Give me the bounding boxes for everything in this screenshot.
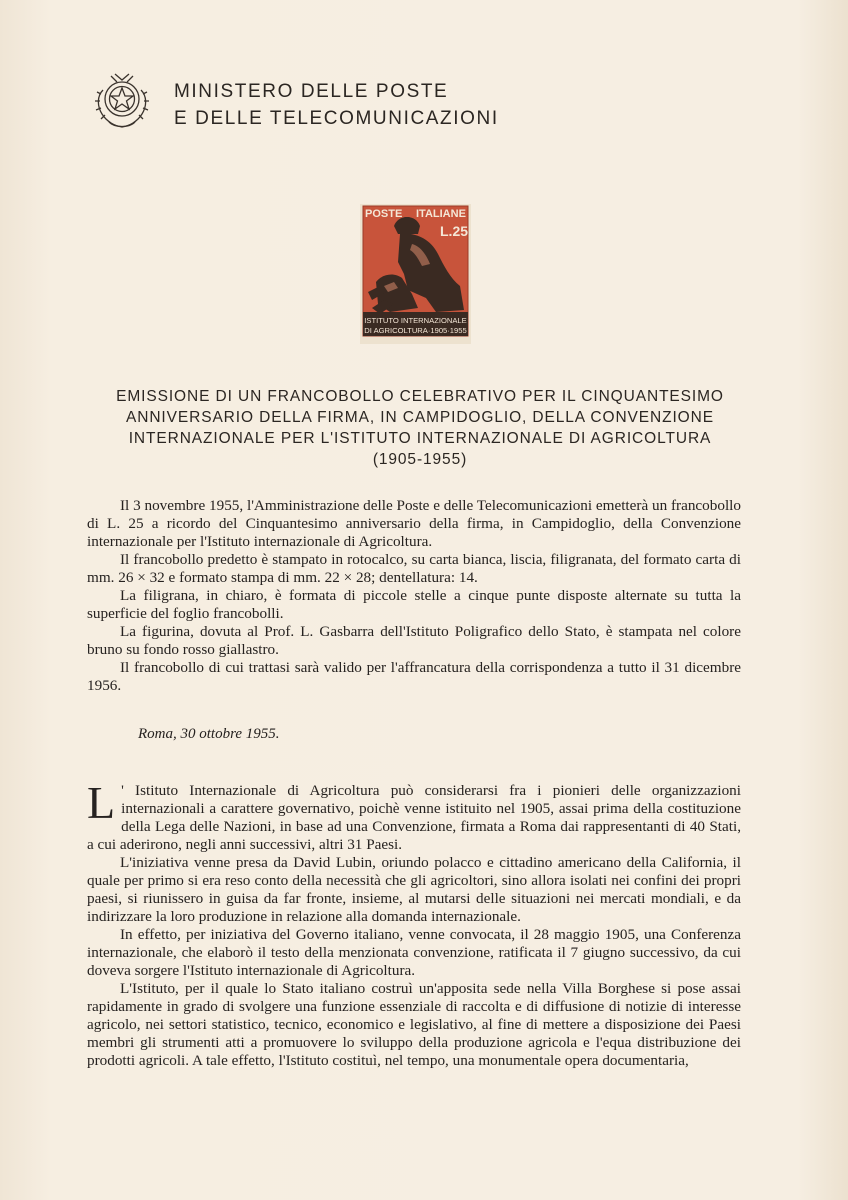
announcement-section <box>87 497 741 695</box>
title-years: (1905-1955) <box>372 451 468 468</box>
history-first-text: ' Istituto Internazionale di Agricoltura può considerarsi fra i pionieri delle organizzazioni internazionali a carattere governativo, poichè venne istituito nel 1905, assai prima della costituzione della Lega delle Nazioni, in base ad una Convenzione, firmata a Roma dai rappresentanti di 40 Stati, a cui aderirono, negli anni successivi, altri 31 Paesi. <box>87 782 741 853</box>
stamp-label-poste: POSTE <box>365 208 403 220</box>
announcement-paragraph: Il 3 novembre 1955, l'Amministrazione delle Poste e delle Telecomunicazioni emetterà un francobollo di L. 25 a ricordo del Cinquantesimo anniversario della firma, in Campidoglio, della Convenzione internazionale per l'Istituto internazionale di Agricoltura. <box>87 497 741 550</box>
italian-republic-emblem-icon <box>93 70 151 132</box>
stamp-caption-line1: ISTITUTO INTERNAZIONALE <box>364 316 467 325</box>
history-paragraph: L'iniziativa venne presa da David Lubin, oriundo polacco e cittadino americano della California, il quale per primo si era reso conto della necessità che gli agricoltori, sino allora isolati nei confini dei propri paesi, si riunissero in guisa da far fronte, insieme, al mutarsi delle situazioni nei mercati mondiali, e da indirizzare la loro produzione in relazione alla domanda internazionale. <box>87 854 741 925</box>
title-line1: EMISSIONE DI UN FRANCOBOLLO CELEBRATIVO PER IL CINQUANTESIMO <box>116 388 724 405</box>
title-line3: INTERNAZIONALE PER L'ISTITUTO INTERNAZIONALE DI AGRICOLTURA <box>128 430 712 447</box>
document-title <box>80 386 760 470</box>
drop-cap: L <box>87 777 116 828</box>
ministry-name-line1: MINISTERO DELLE POSTE <box>174 81 449 102</box>
title-line2: ANNIVERSARIO DELLA FIRMA, IN CAMPIDOGLIO, DELLA CONVENZIONE <box>126 409 714 426</box>
history-section <box>87 777 741 1070</box>
announcement-paragraph: La filigrana, in chiaro, è formata di piccole stelle a cinque punte disposte alternate su tutta la superficie del foglio francobolli. <box>87 587 741 622</box>
place-and-date: Roma, 30 ottobre 1955. <box>138 726 280 742</box>
stamp-caption-line2: DI AGRICOLTURA·1905·1955 <box>364 326 467 335</box>
ministry-header <box>174 78 499 132</box>
history-paragraph: In effetto, per iniziativa del Governo italiano, venne convocata, il 28 maggio 1905, una Conferenza internazionale, che elaborò il testo della menzionata convenzione, ratificata il 7 giugno successivo, da cui doveva sorgere l'Istituto internazionale di Agricoltura. <box>87 926 741 979</box>
postage-stamp <box>360 204 471 344</box>
history-first-paragraph <box>87 777 741 854</box>
history-paragraph: L'Istituto, per il quale lo Stato italiano costruì un'apposita sede nella Villa Borghese si pose assai rapidamente in grado di svolgere una funzione essenziale di raccolta e di diffusione di notizie di interesse agricolo, nei settori statistico, tecnico, economico e legislativo, al fine di mettere a disposizione dei Paesi membri gli strumenti atti a promuovere lo sviluppo della produzione agricola e l'equa distribuzione dei prodotti agricoli. A tale effetto, l'Istituto costituì, nel tempo, una monumentale opera documentaria, <box>87 980 741 1069</box>
stamp-value: L.25 <box>440 223 469 239</box>
announcement-paragraph: La figurina, dovuta al Prof. L. Gasbarra dell'Istituto Poligrafico dello Stato, è stampata nel colore bruno su fondo rosso giallastro. <box>87 623 741 658</box>
stamp-label-italiane: ITALIANE <box>416 208 466 220</box>
announcement-paragraph: Il francobollo predetto è stampato in rotocalco, su carta bianca, liscia, filigranata, del formato carta di mm. 26 × 32 e formato stampa di mm. 22 × 28; dentellatura: 14. <box>87 551 741 586</box>
ministry-name-line2: E DELLE TELECOMUNICAZIONI <box>174 108 499 129</box>
announcement-paragraph: Il francobollo di cui trattasi sarà valido per l'affrancatura della corrispondenza a tutto il 31 dicembre 1956. <box>87 659 741 694</box>
